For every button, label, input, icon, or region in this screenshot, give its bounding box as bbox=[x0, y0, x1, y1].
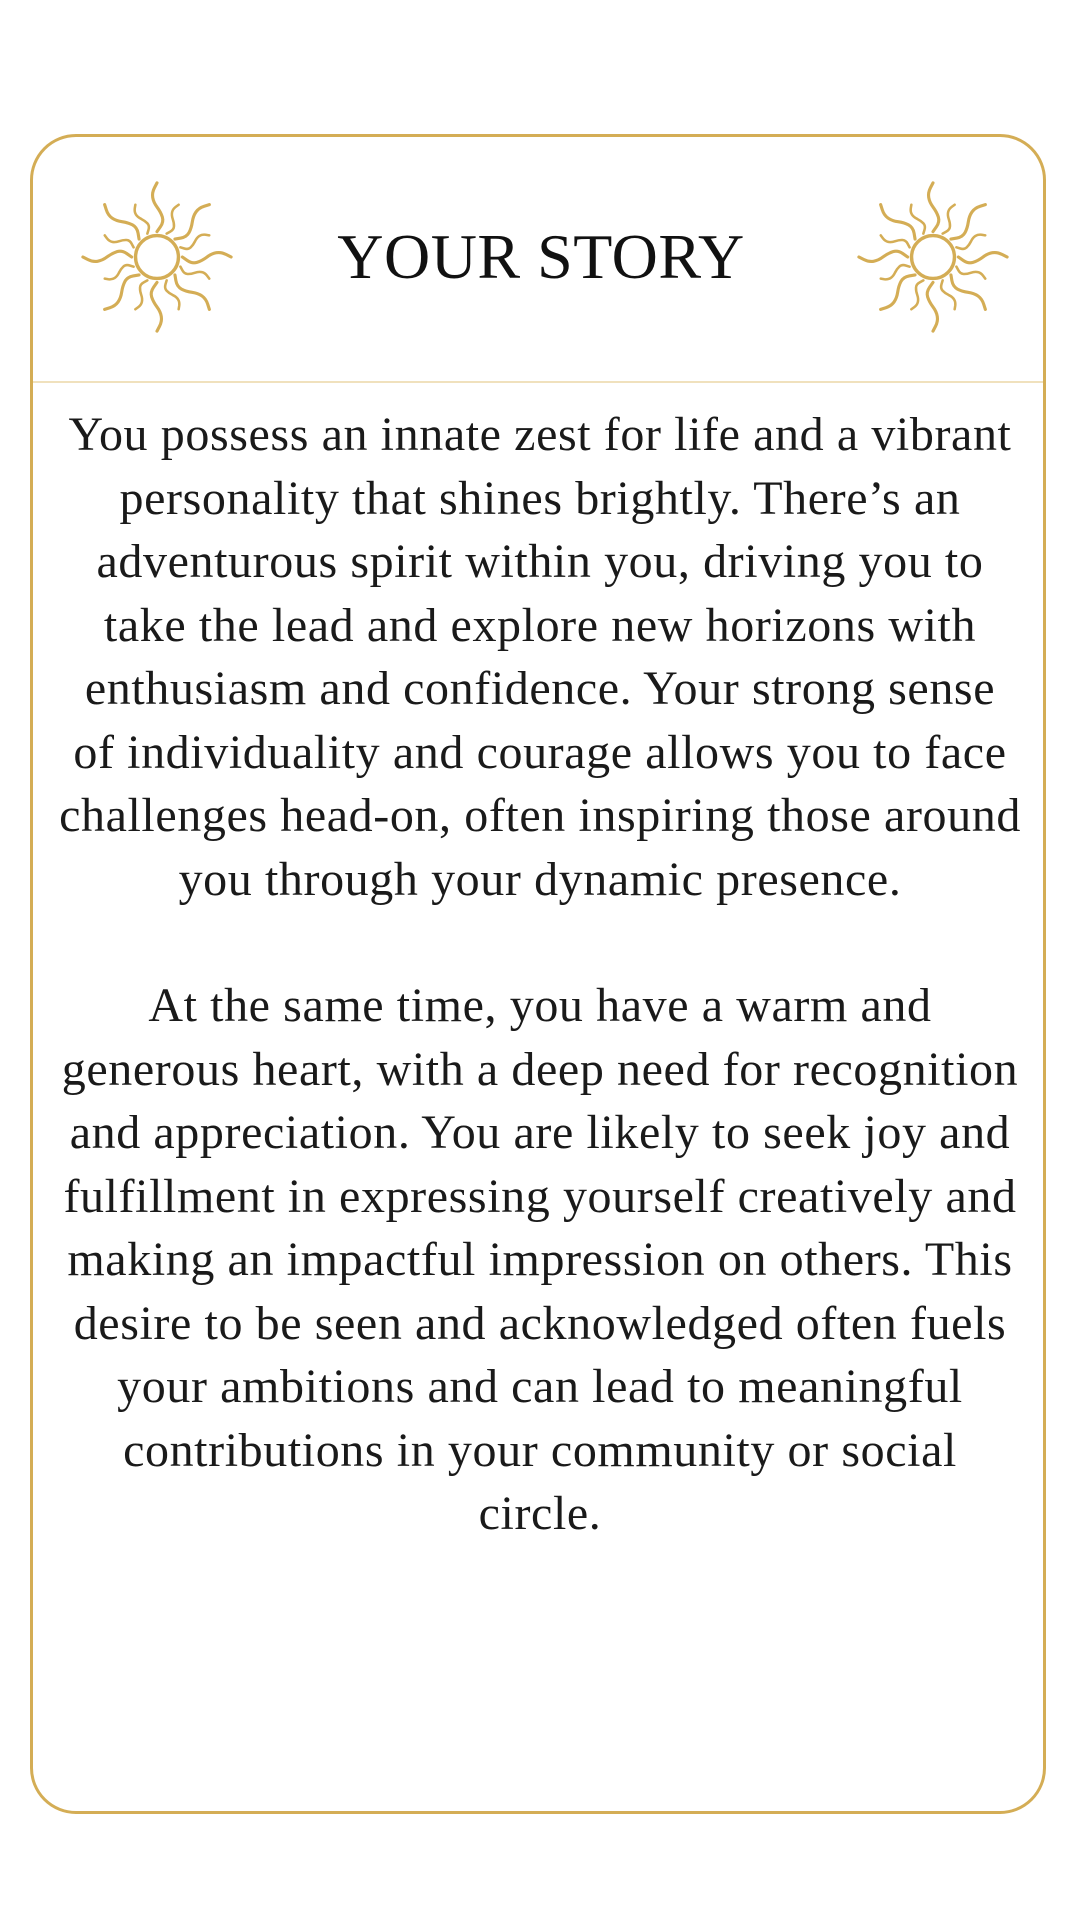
story-text bbox=[59, 403, 1021, 1546]
card-title: YOUR STORY bbox=[337, 221, 745, 292]
sun-ray bbox=[943, 205, 955, 234]
sun-ray bbox=[180, 267, 209, 279]
sun-ray bbox=[182, 253, 231, 263]
sun-core bbox=[912, 236, 955, 279]
sun-icon bbox=[79, 179, 235, 335]
sun-ray bbox=[153, 183, 163, 232]
sun-ray bbox=[958, 253, 1007, 263]
sun-ray bbox=[83, 251, 132, 261]
sun-icon bbox=[855, 179, 1011, 335]
sun-ray bbox=[956, 267, 985, 279]
story-paragraph-1: You possess an innate zest for life and a vibrant personality that shines brightly. There’s an adventurous spirit within you, driving you to take the lead and explore new horizons with enthusiasm and confidence. Your strong sense of individuality and courage allows you to face challenges head-on, often inspiring those around you through your dynamic presence. bbox=[59, 408, 1021, 906]
sun-ray bbox=[929, 183, 939, 232]
story-card bbox=[30, 134, 1046, 1814]
sun-ray bbox=[859, 251, 908, 261]
sun-ray bbox=[135, 280, 147, 309]
sun-core bbox=[136, 236, 179, 279]
story-paragraph-2: At the same time, you have a warm and generous heart, with a deep need for recognition and appreciation. You are likely to seek joy and fulfillment in expressing yourself creatively and making an impactful impression on others. This desire to be seen and acknowledged often fuels your ambitions and can lead to meaningful contributions in your community or social circle. bbox=[61, 979, 1019, 1540]
sun-ray bbox=[881, 235, 910, 247]
sun-ray bbox=[105, 235, 134, 247]
sun-ray bbox=[151, 282, 161, 331]
sun-ray bbox=[167, 205, 179, 234]
sun-ray bbox=[927, 282, 937, 331]
sun-ray bbox=[911, 280, 923, 309]
card-header bbox=[33, 137, 1043, 383]
